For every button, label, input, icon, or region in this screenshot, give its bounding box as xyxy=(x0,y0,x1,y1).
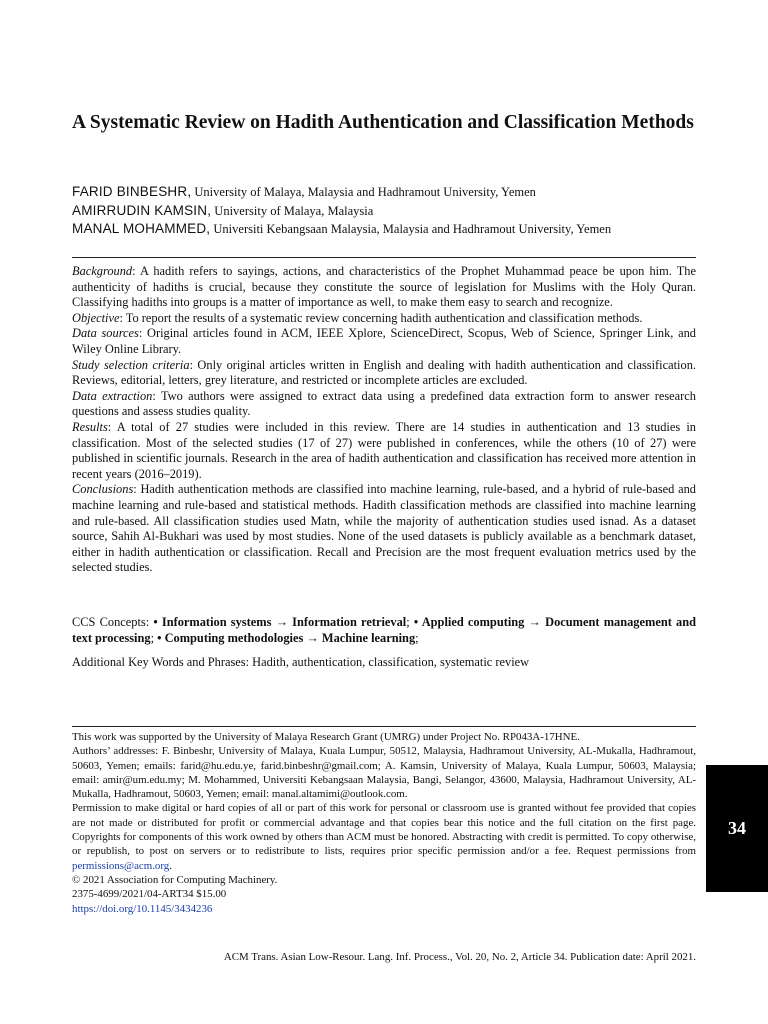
author-name: AMIRRUDIN KAMSIN, xyxy=(72,202,212,218)
author-addresses: Authors’ addresses: F. Binbeshr, University of Malaya, Kuala Lumpur, 50512, Malaysia, Hadhramout University, AL-Mukalla, Hadhramout, 50603, Yemen; emails: farid@hu.edu.ye, farid.binbeshr@gmail.com; A. Kamsin, University of Malaya, Kuala Lumpur, 50603, Malaysia; email: amir@um.edu.my; M. Mohammed, Universiti Kebangsaan Malaysia, Bangi, Selangor, 43600, Malaysia, Hadhramout University, AL-Mukalla, Hadhramout, 50603, Yemen; email: manal.altamimi@outlook.com. xyxy=(72,745,696,801)
issn-note: 2375-4699/2021/04-ART34 $15.00 xyxy=(72,888,227,901)
ccs-concept: • Information systems → Information retrieval xyxy=(153,615,407,629)
abstract-label: Study selection criteria xyxy=(72,357,190,372)
paper-title: A Systematic Review on Hadith Authentication and Classification Methods xyxy=(72,112,694,133)
permission-text: Permission to make digital or hard copies of all or part of this work for personal or classroom use is granted without fee provided that copies are not made or distributed for profit or commercial advantage and that copies bear this notice and the full citation on the first page. Copyrights for components of this work owned by others than ACM must be honored. Abstracting with credit is permitted. To copy otherwise, or republish, to post on servers or to redistribute to lists, requires prior specific permission and/or a fee. Request permissions from xyxy=(72,802,696,858)
ccs-concept: • Applied computing → Document management and text processing xyxy=(72,615,697,645)
author-affiliation: University of Malaya, Malaysia and Hadhramout University, Yemen xyxy=(194,185,536,199)
abstract-text: : Two authors were assigned to extract data using a predefined data extraction form to answer research questions and assess studies quality. xyxy=(72,388,696,419)
author-affiliation: Universiti Kebangsaan Malaysia, Malaysia and Hadhramout University, Yemen xyxy=(213,222,612,236)
abstract-top-rule xyxy=(72,257,696,258)
ccs-separator: ; xyxy=(406,615,414,629)
abstract-label: Objective xyxy=(72,310,120,325)
abstract-label: Results xyxy=(72,419,108,434)
abstract-data-sources xyxy=(72,326,696,357)
footnotes xyxy=(72,730,696,916)
abstract-conclusions xyxy=(72,482,696,576)
abstract-label: Data sources xyxy=(72,326,139,341)
abstract-text: : Only original articles written in English and dealing with hadith authentication and classification. Reviews, editorial, letters, grey literature, and restricted or incomplete articles are excluded. xyxy=(72,357,696,388)
abstract-text: : To report the results of a systematic review concerning hadith authentication and classification methods. xyxy=(119,310,643,325)
article-number-tab xyxy=(706,765,768,892)
keywords: Additional Key Words and Phrases: Hadith, authentication, classification, systematic review xyxy=(72,655,530,669)
permissions-email-link[interactable]: permissions@acm.org xyxy=(72,859,170,872)
author-affiliation: University of Malaya, Malaysia xyxy=(214,203,374,218)
article-number: 34 xyxy=(728,818,746,838)
author-name: FARID BINBESHR, xyxy=(72,184,192,199)
abstract-label: Background xyxy=(72,264,133,278)
abstract-label: Conclusions xyxy=(72,482,134,497)
journal-footer: ACM Trans. Asian Low-Resour. Lang. Inf. Process., Vol. 20, No. 2, Article 34. Publication date: April 2021. xyxy=(223,951,696,963)
grant-note: This work was supported by the University of Malaya Research Grant (UMRG) under Project No. RP043A-17HNE. xyxy=(72,731,580,743)
abstract-objective xyxy=(72,311,696,327)
ccs-separator: ; xyxy=(150,631,158,645)
abstract-text: : A hadith refers to sayings, actions, and characteristics of the Prophet Muhammad peace be upon him. The authenticity of hadiths is crucial, because they constitute the source of legislation for Muslims with the Holy Quran. Classifying hadiths into groups is a matter of importance as well, to make them easy to search and recognize. xyxy=(72,264,696,310)
ccs-prefix: CCS Concepts: xyxy=(72,615,154,629)
author-name: MANAL MOHAMMED, xyxy=(72,221,211,236)
abstract-background xyxy=(72,264,696,311)
permission-note xyxy=(72,801,696,872)
permission-end: . xyxy=(169,859,172,872)
author-entry xyxy=(72,183,712,202)
author-entry xyxy=(72,220,712,239)
abstract-text: : Original articles found in ACM, IEEE Xplore, ScienceDirect, Scopus, Web of Science, Springer Link, and Wiley Online Library. xyxy=(72,326,696,356)
abstract-results xyxy=(72,420,696,482)
ccs-concepts xyxy=(72,614,696,646)
abstract-data-extraction xyxy=(72,389,696,420)
ccs-concept: • Computing methodologies → Machine learning xyxy=(157,631,416,645)
doi-link[interactable]: https://doi.org/10.1145/3434236 xyxy=(72,902,213,915)
abstract-label: Data extraction xyxy=(72,388,153,403)
abstract-selection-criteria xyxy=(72,358,696,389)
abstract xyxy=(72,264,696,576)
copyright-note: © 2021 Association for Computing Machinery. xyxy=(72,873,278,886)
ccs-separator: ; xyxy=(415,631,419,645)
abstract-text: : Hadith authentication methods are classified into machine learning, rule-based, and a hybrid of rule-based and machine learning and rule-based and statistical methods. Hadith classification methods are classified into machine learning and rule-based. All classification studies used Matn, while the majority of authentication studies used isnad. As a dataset source, Sahih Al-Bukhari was used by most studies. None of the used datasets is publicly available as a benchmark dataset, either in hadith authentication or classification. Recall and Precision are the most frequent evaluation metrics used by the selected studies. xyxy=(72,482,696,575)
abstract-text: : A total of 27 studies were included in this review. There are 14 studies in authentication and 13 studies in classification. Most of the selected studies (17 of 27) were published in conferences, while the others (10 of 27) were published in scientific journals. Research in the area of hadith authentication and classification has received more attention in recent years (2016–2019). xyxy=(72,419,696,481)
author-list xyxy=(72,183,712,239)
footnote-rule xyxy=(72,726,696,727)
author-entry xyxy=(72,202,712,221)
